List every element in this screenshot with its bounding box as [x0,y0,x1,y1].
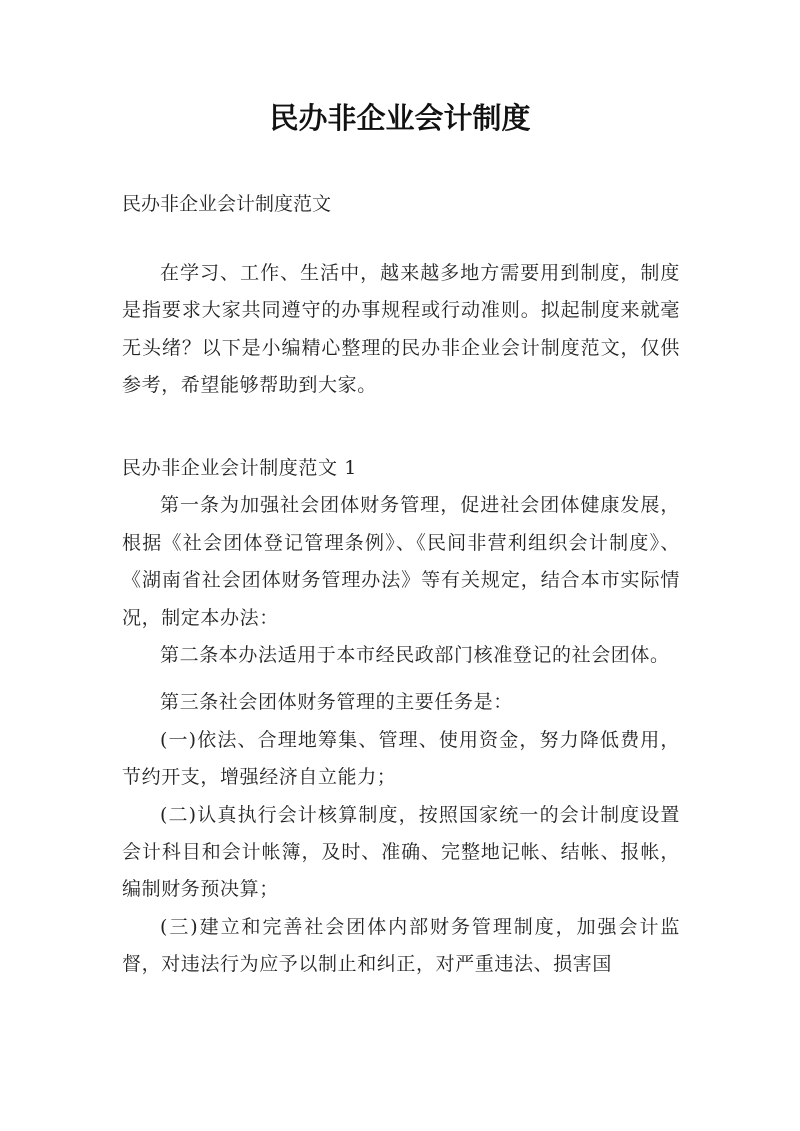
page-title: 民办非企业会计制度 [269,101,531,135]
article-paragraph: 第一条为加强社会团体财务管理，促进社会团体健康发展，根据《社会团体登记管理条例》、《民间非营利组织会计制度》、《湖南省社会团体财务管理办法》等有关规定，结合本市实际情况，制定本办法： [122,494,680,629]
document-subtitle: 民办非企业会计制度范文 [122,193,332,215]
list-item: (二)认真执行会计核算制度，按照国家统一的会计制度设置会计科目和会计帐簿，及时、准确、完整地记帐、结帐、报帐，编制财务预决算； [122,803,680,901]
section-heading: 民办非企业会计制度范文 1 [122,457,357,479]
paragraph-gap [122,674,680,684]
intro-block [122,255,680,405]
intro-paragraph: 在学习、工作、生活中，越来越多地方需要用到制度，制度是指要求大家共同遵守的办事规程或行动准则。拟起制度来就毫无头绪？以下是小编精心整理的民办非企业会计制度范文，仅供参考，希望能够帮助到大家。 [122,262,680,397]
article-paragraph: 第三条社会团体财务管理的主要任务是： [160,691,513,714]
article-paragraph: 第二条本办法适用于本市经民政部门核准登记的社会团体。 [160,644,670,667]
list-item: (三)建立和完善社会团体内部财务管理制度，加强会计监督，对违法行为应予以制止和纠正，对严重违法、损害国 [122,915,680,976]
list-item: (一)依法、合理地筹集、管理、使用资金，努力降低费用，节约开支，增强经济自立能力； [122,728,680,789]
main-content [122,450,680,984]
